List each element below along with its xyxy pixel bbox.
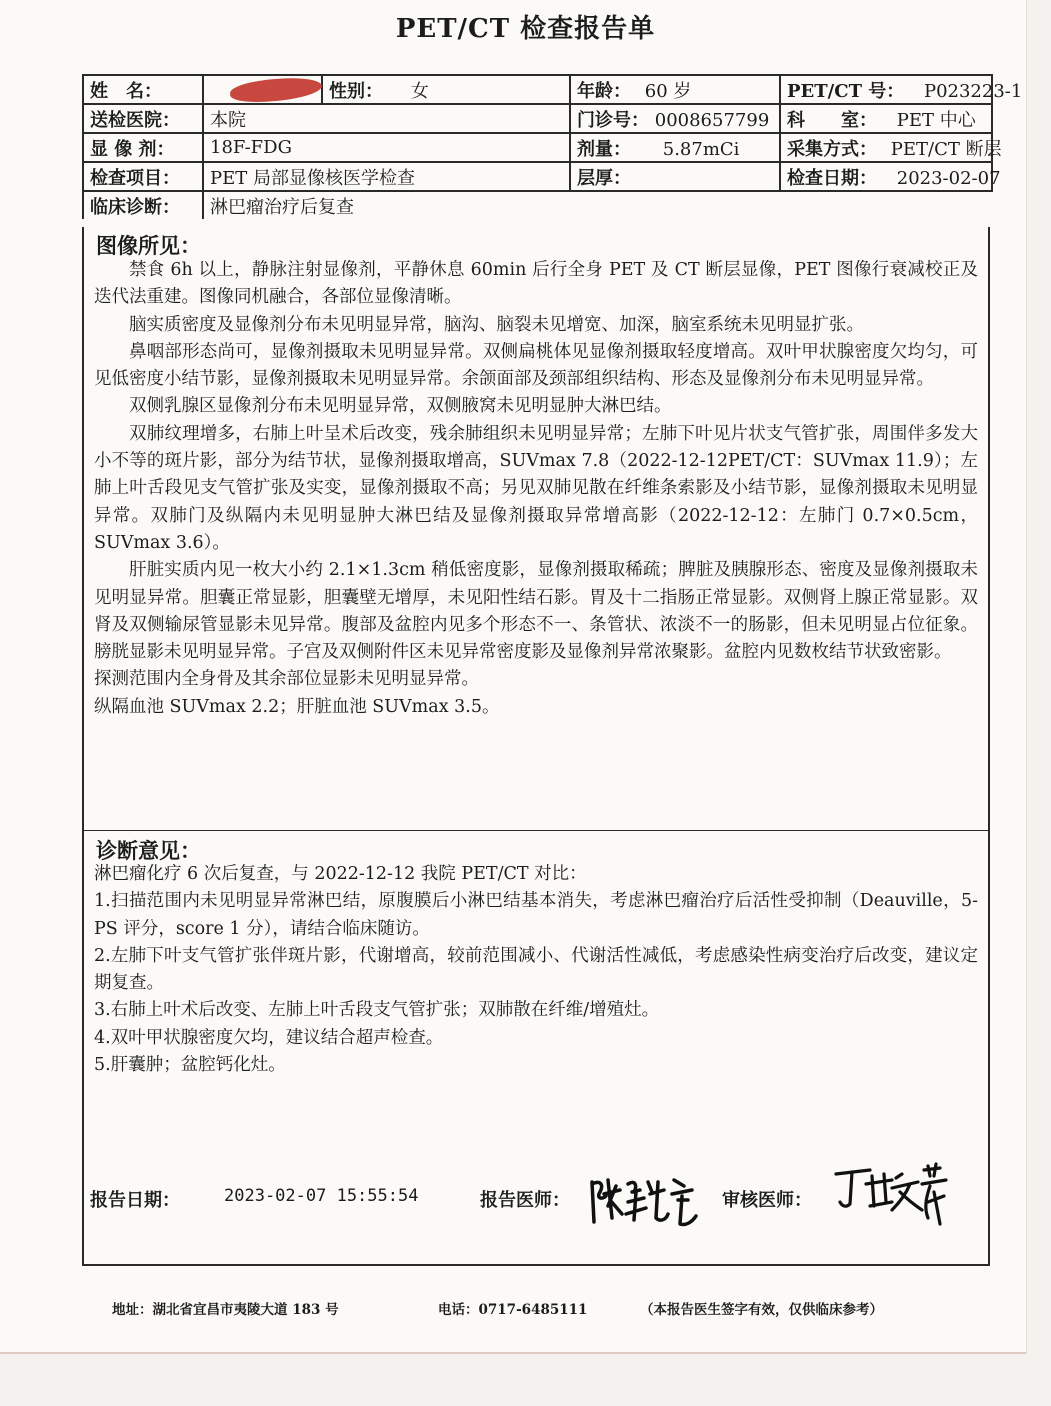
hospital-text: 本院 [210, 109, 246, 131]
slice-cell [570, 162, 780, 191]
reporter-signature-icon [588, 1170, 708, 1230]
footer-phone: 电话：0717-6485111 [438, 1302, 588, 1318]
gender-label: 性别： [329, 80, 383, 102]
conclusion-text [94, 861, 978, 1079]
findings-paragraph: 肝脏实质内见一枚大小约 2.1×1.3cm 稍低密度影，显像剂摄取稀疏；脾脏及胰腺形态、密度及显像剂摄取未见明显异常。胆囊正常显影，胆囊壁无增厚，未见阳性结石影。胃及十二指肠正常显影。双侧肾上腺正常显影。双肾及双侧输尿管显影未见异常。腹部及盆腔内见多个形态不一、条管状、浓淡不一的肠影，但未见明显占位征象。膀胱显影未见明显异常。子宫及双侧附件区未见异常密度影及显像剂异常浓聚影。盆腔内见数枚结节状致密影。 [94, 560, 978, 663]
report-title: PET/CT 检查报告单 [395, 14, 656, 44]
petct-no-cell [780, 75, 1023, 104]
findings-paragraph: 双侧乳腺区显像剂分布未见明显异常，双侧腋窝未见明显肿大淋巴结。 [129, 396, 672, 417]
signature-row [90, 1180, 990, 1240]
footer-note: （本报告医生签字有效，仅供临床参考） [640, 1302, 883, 1318]
gender-value: 女 [410, 80, 429, 102]
report-date-label: 报告日期： [90, 1190, 180, 1211]
outpatient-value: 0008657799 [654, 109, 770, 131]
findings-paragraph: 鼻咽部形态尚可，显像剂摄取未见明显异常。双侧扁桃体见显像剂摄取轻度增高。双叶甲状腺密度欠均匀，可见低密度小结节影，显像剂摄取未见明显异常。余颌面部及颈部组织结构、形态及显像剂分布未见明显异常。 [94, 341, 978, 390]
name-value [203, 75, 322, 104]
conclusion-item: 2.左肺下叶支气管扩张伴斑片影，代谢增高，较前范围减小、代谢活性减低，考虑感染性病变治疗后改变，建议定期复查。 [94, 945, 978, 994]
conclusion-intro: 淋巴瘤化疗 6 次后复查，与 2022-12-12 我院 PET/CT 对比： [94, 864, 587, 884]
conclusion-item: 5.肝囊肿；盆腔钙化灶。 [94, 1055, 286, 1076]
petct-no-label: PET/CT 号： [787, 80, 905, 102]
agent-label: 显 像 剂： [83, 133, 203, 162]
reporter-label: 报告医师： [480, 1190, 570, 1211]
section-divider [82, 830, 988, 831]
method-cell [780, 133, 1002, 162]
outpatient-cell [570, 104, 780, 133]
dose-label: 剂量： [577, 138, 632, 160]
findings-line: 探测范围内全身骨及其余部位显影未见明显异常。 [94, 669, 479, 690]
slice-label: 层厚： [577, 167, 632, 189]
age-value: 60 岁 [644, 80, 692, 102]
petct-no-value: P023223-1 [923, 80, 1023, 102]
department-label: 科 室： [787, 109, 878, 131]
hospital-label: 送检医院： [83, 104, 203, 133]
exam-date-value: 2023-02-07 [896, 167, 1001, 189]
dose-value: 5.87mCi [662, 138, 740, 160]
reviewer-signature-icon [830, 1162, 952, 1232]
method-value: PET/CT 断层 [890, 138, 1002, 160]
findings-heading: 图像所见： [96, 233, 201, 258]
findings-paragraph: 脑实质密度及显像剂分布未见明显异常，脑沟、脑裂未见增宽、加深，脑室系统未见明显扩张。 [129, 314, 864, 335]
name-label: 姓 名： [83, 75, 203, 104]
gender-cell [322, 75, 570, 104]
findings-text [94, 257, 978, 721]
agent-value: 18F-FDG [203, 133, 570, 162]
conclusion-item: 4.双叶甲状腺密度欠均，建议结合超声检查。 [94, 1027, 444, 1048]
method-label: 采集方式： [787, 138, 878, 160]
conclusion-item: 3.右肺上叶术后改变、左肺上叶舌段支气管扩张；双肺散在纤维/增殖灶。 [94, 1000, 660, 1021]
dose-cell [570, 133, 780, 162]
exam-label: 检查项目： [83, 162, 203, 191]
reviewer-label: 审核医师： [722, 1190, 812, 1211]
exam-date-label: 检查日期： [787, 167, 878, 189]
diagnosis-value: 淋巴瘤治疗后复查 [203, 191, 992, 219]
conclusion-heading: 诊断意见： [96, 838, 201, 863]
department-value: PET 中心 [896, 109, 976, 131]
department-cell [780, 104, 992, 133]
exam-value: PET 局部显像核医学检查 [203, 162, 570, 191]
patient-info-table [82, 74, 1023, 219]
footer-address: 地址：湖北省宜昌市夷陵大道 183 号 [112, 1302, 339, 1318]
redaction-mark [229, 75, 322, 103]
report-date-value: 2023-02-07 15:55:54 [224, 1186, 419, 1206]
exam-date-cell [780, 162, 1001, 191]
hospital-value [203, 104, 570, 133]
age-label: 年龄： [577, 80, 632, 102]
conclusion-item: 1.扫描范围内未见明显异常淋巴结，原腹膜后小淋巴结基本消失，考虑淋巴瘤治疗后活性受抑制（Deauville，5-PS 评分，score 1 分），请结合临床随访。 [94, 891, 978, 939]
findings-line: 纵隔血池 SUVmax 2.2；肝脏血池 SUVmax 3.5。 [94, 696, 500, 717]
diagnosis-label: 临床诊断： [83, 191, 203, 219]
age-cell [570, 75, 780, 104]
findings-paragraph: 禁食 6h 以上，静脉注射显像剂，平静休息 60min 后行全身 PET 及 CT 断层显像，PET 图像行衰减校正及迭代法重建。图像同机融合，各部位显像清晰。 [94, 260, 978, 308]
findings-paragraph: 双肺纹理增多，右肺上叶呈术后改变，残余肺组织未见明显异常；左肺下叶见片状支气管扩张，周围伴多发大小不等的斑片影，部分为结节状，显像剂摄取增高，SUVmax 7.8（2022-12-12PET/CT：SUVmax 11.9）；左肺上叶舌段见支气管扩张及实变，显像剂摄取不高；另见双肺见散在纤维条索影及小结节影，显像剂摄取未见明显异常。双肺门及纵隔内未见明显肿大淋巴结及显像剂摄取异常增高影（2022-12-12：左肺门 0.7×0.5cm，SUVmax 3.6）。 [94, 423, 978, 553]
outpatient-label: 门诊号： [577, 109, 650, 131]
